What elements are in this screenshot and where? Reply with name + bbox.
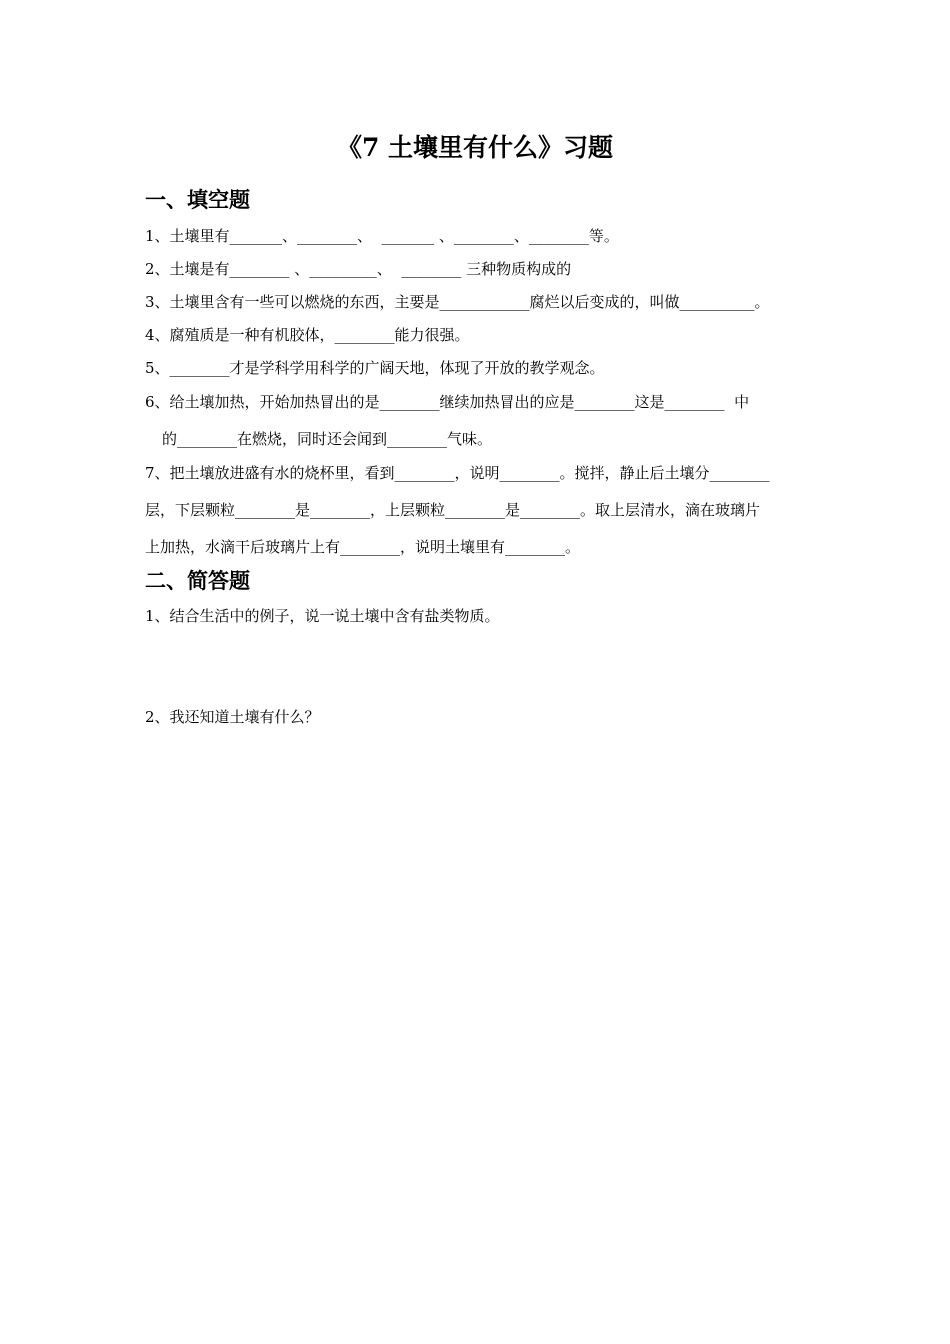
- question-line-7c: 上加热，水滴干后玻璃片上有________，说明土壤里有________。: [145, 538, 581, 556]
- question-line-4: 4、腐殖质是一种有机胶体，________能力很强。: [145, 326, 470, 344]
- question-line-5: 5、________才是学科学用科学的广阔天地，体现了开放的教学观念。: [145, 359, 605, 377]
- question-line-1: 1、土壤里有_______、________、 _______ 、________、________等。: [145, 227, 619, 245]
- question-line-7b: 层，下层颗粒________是________，上层颗粒________是________。取上层清水，滴在玻璃片: [145, 501, 761, 519]
- short-answer-question-2: 2、我还知道土壤有什么？: [145, 708, 320, 726]
- section-heading-fill-in: 一、填空题: [145, 188, 250, 212]
- question-line-7a: 7、把土壤放进盛有水的烧杯里，看到________，说明________。搅拌，静止后土壤分________: [145, 464, 770, 482]
- question-line-3: 3、土壤里含有一些可以燃烧的东西，主要是____________腐烂以后变成的，叫做__________。: [145, 293, 770, 311]
- page-title: 《7 土壤里有什么》习题: [336, 133, 614, 162]
- short-answer-question-1: 1、结合生活中的例子，说一说土壤中含有盐类物质。: [145, 607, 500, 625]
- section-heading-short-answer: 二、简答题: [145, 569, 250, 593]
- question-line-6b: 的________在燃烧，同时还会闻到________气味。: [162, 430, 493, 448]
- question-line-6a: 6、给土壤加热，开始加热冒出的是________继续加热冒出的应是________这是________ 中: [145, 393, 750, 411]
- question-line-2: 2、土壤是有________ 、_________、 ________ 三种物质构成的: [145, 260, 572, 278]
